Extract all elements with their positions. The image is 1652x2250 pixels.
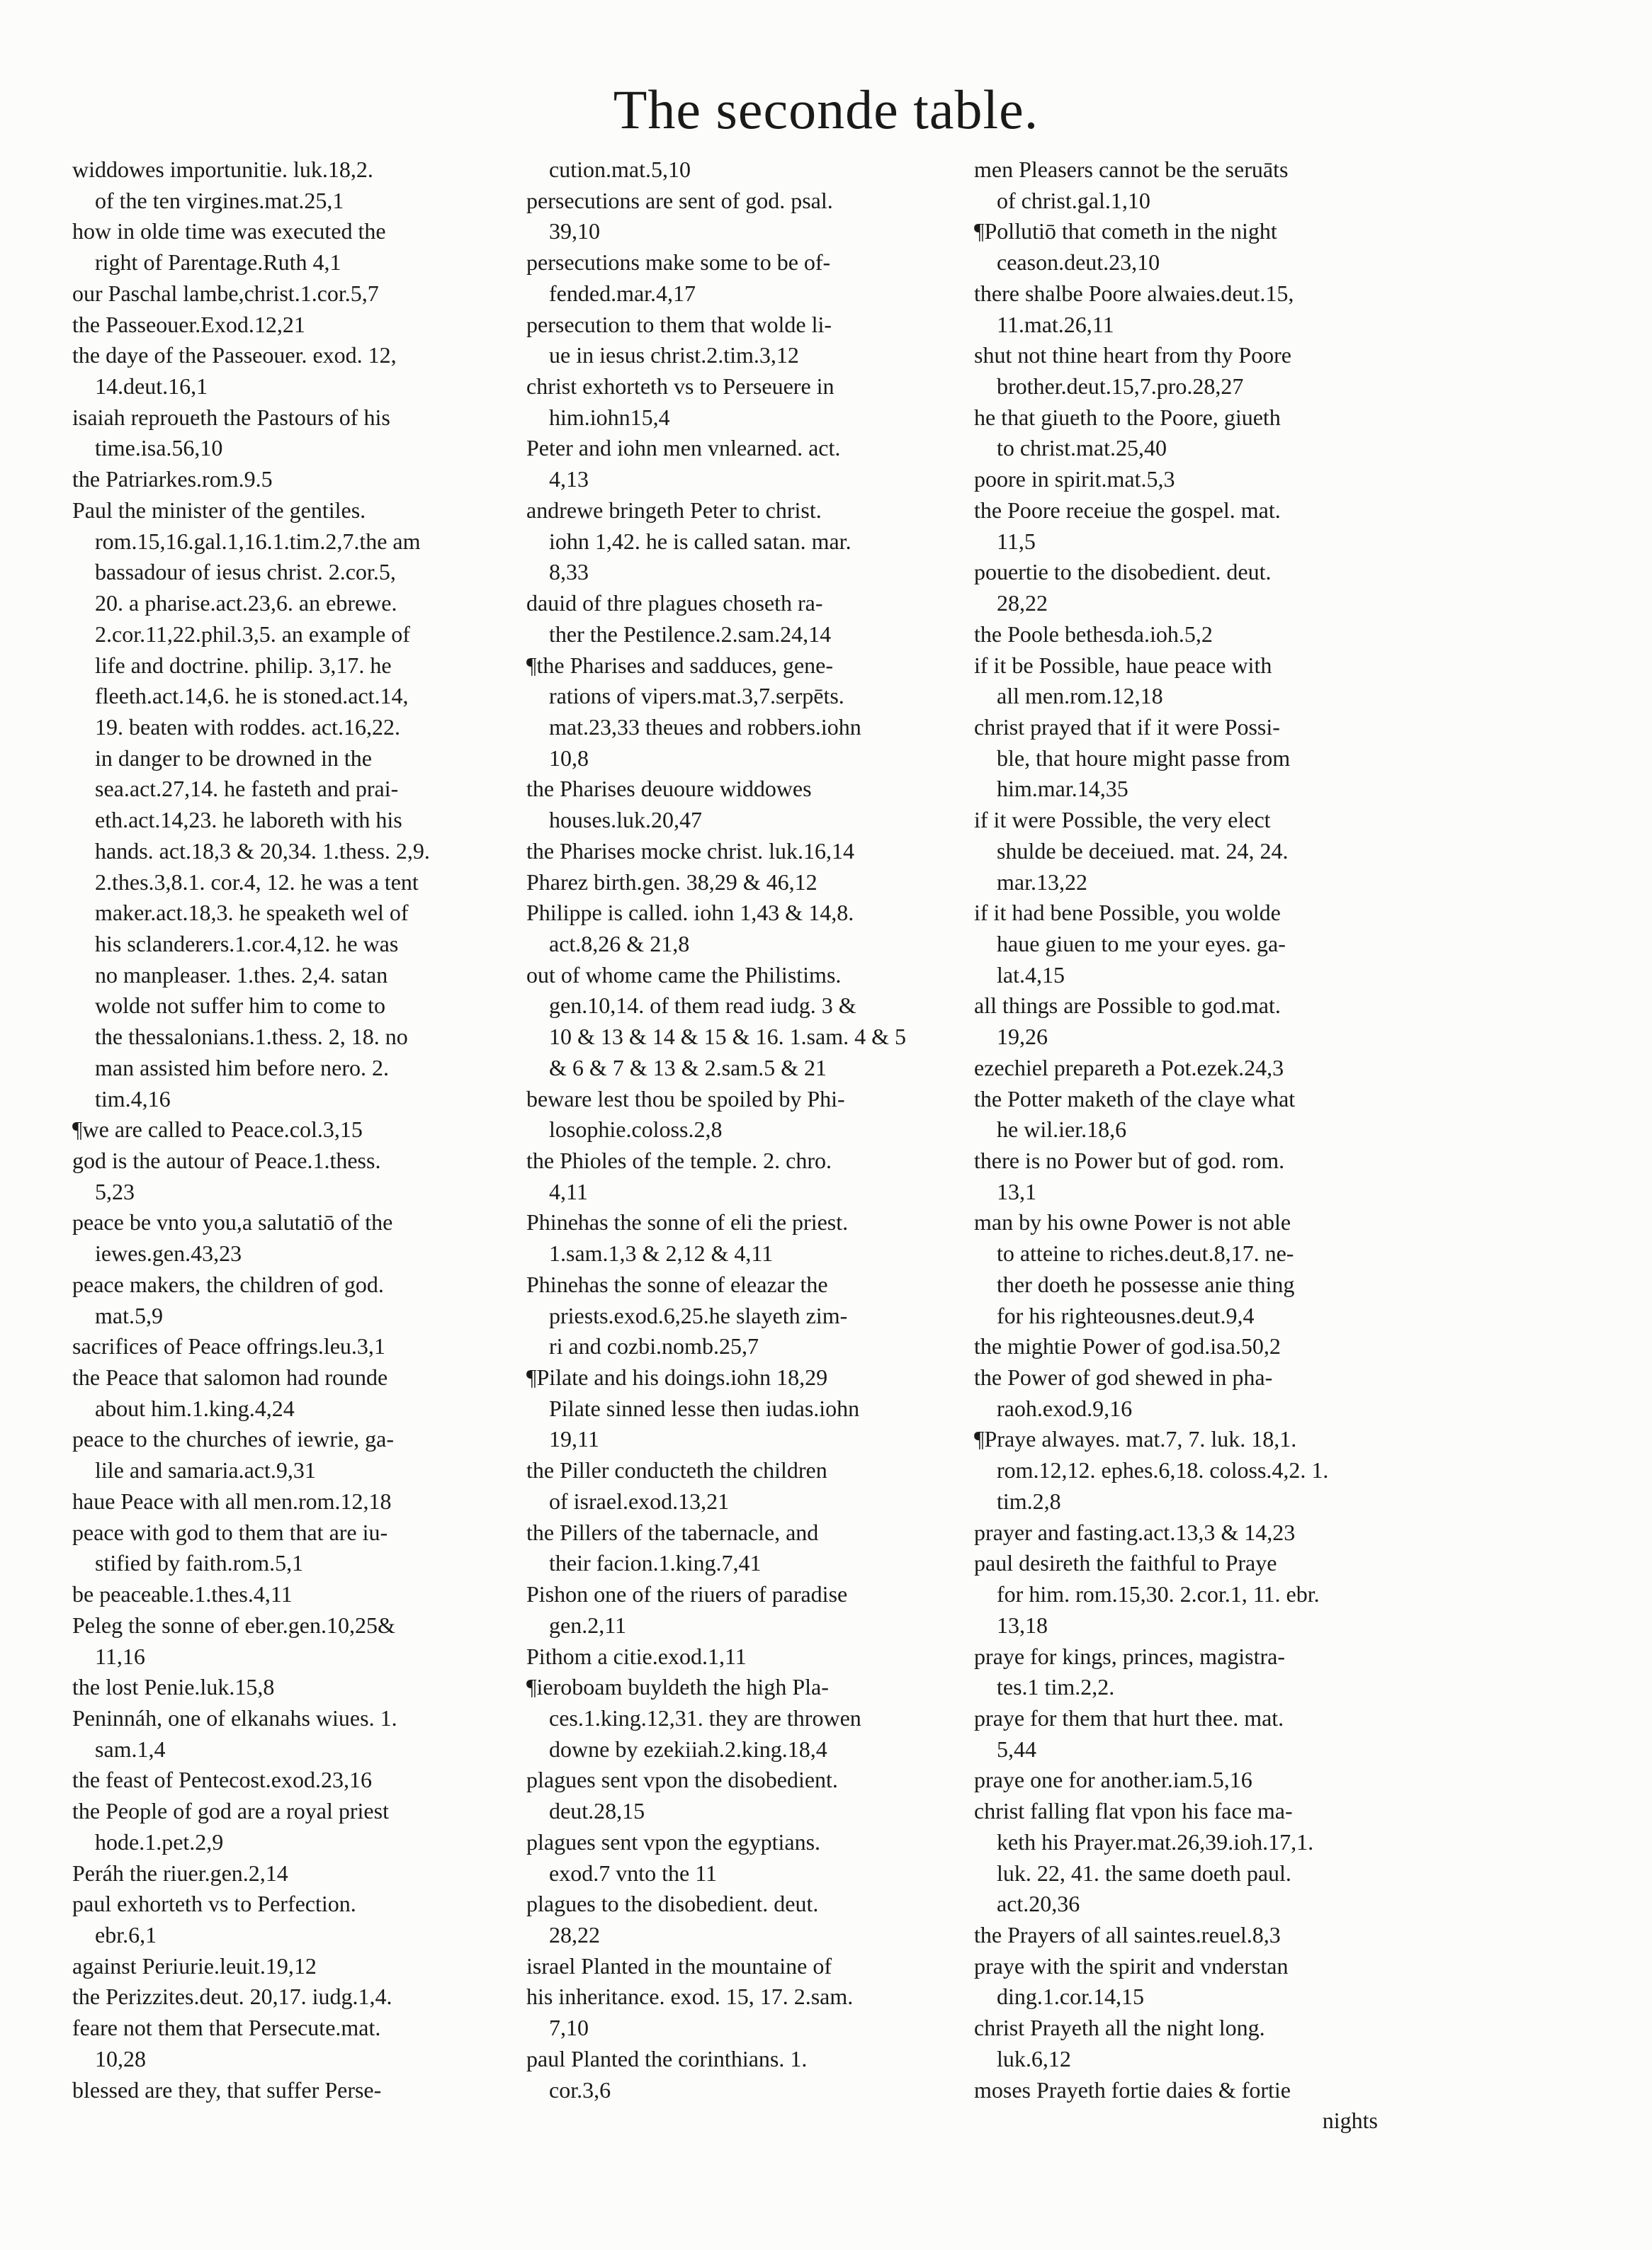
index-entry-line: prayer and fasting.act.13,3 & 14,23 — [974, 1519, 1296, 1545]
index-entry-line: houses.luk.20,47 — [549, 807, 702, 833]
index-entry-line: wolde not suffer him to come to — [95, 993, 385, 1019]
index-entry-line: haue giuen to me your eyes. ga- — [997, 930, 1286, 956]
index-entry-line: keth his Prayer.mat.26,39.ioh.17,1. — [997, 1828, 1314, 1855]
index-entry-line: fleeth.act.14,6. he is stoned.act.14, — [95, 683, 409, 709]
index-entry-line: praye for them that hurt thee. mat. — [974, 1705, 1284, 1731]
index-column-1 — [72, 154, 519, 2105]
index-entry-line: all things are Possible to god.mat. — [974, 993, 1281, 1019]
index-entry-line: stified by faith.rom.5,1 — [95, 1550, 304, 1576]
index-entry-line: brother.deut.15,7.pro.28,27 — [997, 373, 1244, 400]
index-entry-line: their facion.1.king.7,41 — [549, 1550, 762, 1576]
index-entry-line: to atteine to riches.deut.8,17. ne- — [997, 1240, 1294, 1267]
index-entry-line: widdowes importunitie. luk.18,2. — [72, 157, 373, 182]
index-entry-line: the thessalonians.1.thess. 2, 18. no — [95, 1024, 408, 1050]
index-entry-line: Phinehas the sonne of eli the priest. — [526, 1209, 849, 1236]
index-entry-line: men Pleasers cannot be the seruāts — [974, 157, 1289, 182]
index-entry-line: right of Parentage.Ruth 4,1 — [95, 249, 341, 276]
index-entry-line: ri and cozbi.nomb.25,7 — [549, 1333, 759, 1359]
index-entry-line: iewes.gen.43,23 — [95, 1240, 242, 1267]
index-entry-line: of christ.gal.1,10 — [997, 187, 1150, 213]
index-entry-line: Pilate sinned lesse then iudas.iohn — [549, 1395, 860, 1421]
index-entry-line: dauid of thre plagues choseth ra- — [526, 590, 823, 616]
index-entry-line: 11.mat.26,11 — [997, 311, 1114, 337]
index-entry-line: if it had bene Possible, you wolde — [974, 900, 1281, 926]
index-entry-line: life and doctrine. philip. 3,17. he — [95, 652, 392, 678]
index-entry-line: the Poore receiue the gospel. mat. — [974, 497, 1281, 523]
index-entry-line: plagues to the disobedient. deut. — [526, 1891, 819, 1917]
index-entry-line: the Perizzites.deut. 20,17. iudg.1,4. — [72, 1984, 392, 2010]
index-entry-line: Peninnáh, one of elkanahs wiues. 1. — [72, 1705, 397, 1731]
index-entry-line: if it were Possible, the very elect — [974, 807, 1271, 833]
index-entry-line: Paul the minister of the gentiles. — [72, 497, 366, 523]
index-entry-line: ces.1.king.12,31. they are throwen — [549, 1705, 861, 1731]
index-entry-line: the Piller conducteth the children — [526, 1457, 827, 1483]
index-entry-line: persecutions make some to be of- — [526, 249, 831, 276]
index-entry-line: the Pillers of the tabernacle, and — [526, 1519, 819, 1545]
index-entry-line: there is no Power but of god. rom. — [974, 1148, 1285, 1173]
index-entry-line: cor.3,6 — [549, 2076, 611, 2103]
index-entry-line: against Periurie.leuit.19,12 — [72, 1952, 317, 1979]
index-entry-line: mar.13,22 — [997, 869, 1087, 895]
index-entry-line: 10 & 13 & 14 & 15 & 16. 1.sam. 4 & 5 — [549, 1024, 906, 1050]
index-entry-line: eth.act.14,23. he laboreth with his — [95, 807, 402, 833]
index-entry-line: rations of vipers.mat.3,7.serpēts. — [549, 683, 844, 709]
index-entry-line: man assisted him before nero. 2. — [95, 1054, 389, 1080]
index-entry-line: ¶the Pharises and sadduces, gene- — [526, 652, 834, 678]
index-entry-line: the mightie Power of god.isa.50,2 — [974, 1333, 1281, 1359]
index-entry-line: ¶Praye alwayes. mat.7, 7. luk. 18,1. — [974, 1426, 1297, 1452]
index-entry-line: praye with the spirit and vnderstan — [974, 1952, 1289, 1979]
index-entry-line: sea.act.27,14. he fasteth and prai- — [95, 776, 399, 802]
index-entry-line: his sclanderers.1.cor.4,12. he was — [95, 930, 399, 956]
index-entry-line: of the ten virgines.mat.25,1 — [95, 187, 344, 213]
index-entry-line: luk.6,12 — [997, 2045, 1071, 2071]
index-entry-line: 2.thes.3,8.1. cor.4, 12. he was a tent — [95, 869, 419, 895]
index-entry-line: the Prayers of all saintes.reuel.8,3 — [974, 1921, 1281, 1947]
index-entry-line: ceason.deut.23,10 — [997, 249, 1160, 276]
index-entry-line: 13,18 — [997, 1612, 1048, 1638]
index-entry-line: Pithom a citie.exod.1,11 — [526, 1643, 747, 1669]
index-column-3 — [974, 154, 1413, 2137]
index-entry-line: the Power of god shewed in pha- — [974, 1364, 1273, 1391]
index-entry-line: Peráh the riuer.gen.2,14 — [72, 1860, 288, 1886]
index-entry-line: 28,22 — [997, 590, 1048, 616]
index-entry-line: the People of god are a royal priest — [72, 1798, 389, 1824]
index-entry-line: nights — [1322, 2108, 1378, 2134]
index-entry-line: 13,1 — [997, 1178, 1036, 1204]
index-entry-line: him.iohn15,4 — [549, 404, 670, 430]
index-entry-line: & 6 & 7 & 13 & 2.sam.5 & 21 — [549, 1054, 827, 1080]
index-entry-line: ¶ieroboam buyldeth the high Pla- — [526, 1674, 829, 1700]
index-entry-line: peace be vnto you,a salutatiō of the — [72, 1209, 393, 1236]
index-entry-line: 11,16 — [95, 1643, 145, 1669]
index-entry-line: act.20,36 — [997, 1891, 1080, 1917]
index-entry-line: haue Peace with all men.rom.12,18 — [72, 1488, 392, 1514]
index-entry-line: lile and samaria.act.9,31 — [95, 1457, 316, 1483]
index-entry-line: 5,23 — [95, 1178, 135, 1204]
index-entry-line: time.isa.56,10 — [95, 435, 223, 461]
index-entry-line: his inheritance. exod. 15, 17. 2.sam. — [526, 1984, 854, 2010]
index-entry-line: man by his owne Power is not able — [974, 1209, 1291, 1236]
index-entry-line: bassadour of iesus christ. 2.cor.5, — [95, 559, 396, 585]
index-entry-line: our Paschal lambe,christ.1.cor.5,7 — [72, 280, 379, 306]
index-entry-line: the Potter maketh of the claye what — [974, 1085, 1296, 1112]
index-entry-line: maker.act.18,3. he speaketh wel of — [95, 900, 409, 926]
index-entry-line: deut.28,15 — [549, 1798, 645, 1824]
index-entry-line: gen.2,11 — [549, 1612, 627, 1638]
index-entry-line: downe by ezekiiah.2.king.18,4 — [549, 1736, 827, 1762]
index-column-2 — [526, 154, 967, 2105]
index-entry-line: Pharez birth.gen. 38,29 & 46,12 — [526, 869, 817, 895]
index-entry-line: to christ.mat.25,40 — [997, 435, 1167, 461]
index-entry-line: for him. rom.15,30. 2.cor.1, 11. ebr. — [997, 1581, 1320, 1607]
index-entry-line: the Phioles of the temple. 2. chro. — [526, 1148, 832, 1173]
index-entry-line: the Passeouer.Exod.12,21 — [72, 311, 305, 337]
index-entry-line: fended.mar.4,17 — [549, 280, 696, 306]
index-entry-line: isaiah reproueth the Pastours of his — [72, 404, 390, 430]
index-entry-line: israel Planted in the mountaine of — [526, 1952, 832, 1979]
index-entry-line: christ falling flat vpon his face ma- — [974, 1798, 1293, 1824]
index-entry-line: 10,8 — [549, 745, 589, 771]
index-entry-line: 1.sam.1,3 & 2,12 & 4,11 — [549, 1240, 774, 1267]
index-entry-line: Pishon one of the riuers of paradise — [526, 1581, 848, 1607]
index-entry-line: all men.rom.12,18 — [997, 683, 1163, 709]
index-entry-line: him.mar.14,35 — [997, 776, 1128, 802]
index-entry-line: the Pharises deuoure widdowes — [526, 776, 812, 802]
index-entry-line: for his righteousnes.deut.9,4 — [997, 1302, 1255, 1328]
index-entry-line: the Poole bethesda.ioh.5,2 — [974, 621, 1213, 647]
index-entry-line: he that giueth to the Poore, giueth — [974, 404, 1281, 430]
index-entry-line: 19,11 — [549, 1426, 599, 1452]
index-entry-line: how in olde time was executed the — [72, 218, 386, 244]
index-entry-line: praye one for another.iam.5,16 — [974, 1767, 1252, 1793]
index-entry-line: mat.23,33 theues and robbers.iohn — [549, 713, 861, 740]
index-entry-line: christ prayed that if it were Possi- — [974, 713, 1280, 740]
index-entry-line: ble, that houre might passe from — [997, 745, 1291, 771]
index-entry-line: tim.4,16 — [95, 1085, 171, 1112]
index-entry-line: shulde be deceiued. mat. 24, 24. — [997, 837, 1289, 864]
index-entry-line: paul desireth the faithful to Praye — [974, 1550, 1277, 1576]
index-entry-line: feare not them that Persecute.mat. — [72, 2015, 381, 2041]
index-entry-line: if it be Possible, haue peace with — [974, 652, 1272, 678]
index-entry-line: beware lest thou be spoiled by Phi- — [526, 1085, 845, 1112]
index-entry-line: the daye of the Passeouer. exod. 12, — [72, 342, 397, 368]
index-entry-line: luk. 22, 41. the same doeth paul. — [997, 1860, 1291, 1886]
index-entry-line: 11,5 — [997, 528, 1036, 554]
page-title: The seconde table. — [613, 79, 1039, 140]
index-entry-line: ¶Pilate and his doings.iohn 18,29 — [526, 1364, 828, 1391]
index-entry-line: paul exhorteth vs to Perfection. — [72, 1891, 356, 1917]
index-entry-line: losophie.coloss.2,8 — [549, 1116, 723, 1143]
index-entry-line: sacrifices of Peace offrings.leu.3,1 — [72, 1333, 385, 1359]
index-entry-line: the feast of Pentecost.exod.23,16 — [72, 1767, 372, 1793]
index-entry-line: lat.4,15 — [997, 961, 1065, 988]
index-entry-line: paul Planted the corinthians. 1. — [526, 2045, 808, 2071]
index-entry-line: hode.1.pet.2,9 — [95, 1828, 224, 1855]
index-entry-line: plagues sent vpon the egyptians. — [526, 1828, 821, 1855]
index-entry-line: tim.2,8 — [997, 1488, 1061, 1514]
index-entry-line: the Patriarkes.rom.9.5 — [72, 466, 273, 492]
index-entry-line: raoh.exod.9,16 — [997, 1395, 1133, 1421]
index-entry-line: Philippe is called. iohn 1,43 & 14,8. — [526, 900, 854, 926]
index-entry-line: the Peace that salomon had rounde — [72, 1364, 388, 1391]
index-entry-line: 19. beaten with roddes. act.16,22. — [95, 713, 400, 740]
index-entry-line: priests.exod.6,25.he slayeth zim- — [549, 1302, 848, 1328]
index-entry-line: hands. act.18,3 & 20,34. 1.thess. 2,9. — [95, 837, 430, 864]
index-entry-line: 4,13 — [549, 466, 589, 492]
index-entry-line: 14.deut.16,1 — [95, 373, 208, 400]
index-entry-line: sam.1,4 — [95, 1736, 166, 1762]
index-entry-line: there shalbe Poore alwaies.deut.15, — [974, 280, 1294, 306]
index-entry-line: 20. a pharise.act.23,6. an ebrewe. — [95, 590, 397, 616]
index-entry-line: cution.mat.5,10 — [549, 157, 691, 182]
index-entry-line: rom.15,16.gal.1,16.1.tim.2,7.the am — [95, 528, 421, 554]
index-entry-line: in danger to be drowned in the — [95, 745, 372, 771]
index-entry-line: christ Prayeth all the night long. — [974, 2015, 1265, 2041]
index-entry-line: peace with god to them that are iu- — [72, 1519, 388, 1545]
index-entry-line: exod.7 vnto the 11 — [549, 1860, 717, 1886]
index-entry-line: Phinehas the sonne of eleazar the — [526, 1271, 828, 1297]
index-entry-line: ¶we are called to Peace.col.3,15 — [72, 1116, 363, 1143]
index-entry-line: ue in iesus christ.2.tim.3,12 — [549, 342, 799, 368]
index-entry-line: no manpleaser. 1.thes. 2,4. satan — [95, 961, 388, 988]
index-entry-line: ther the Pestilence.2.sam.24,14 — [549, 621, 832, 647]
index-entry-line: 4,11 — [549, 1178, 588, 1204]
index-entry-line: Peleg the sonne of eber.gen.10,25& — [72, 1612, 395, 1638]
index-entry-line: 8,33 — [549, 559, 589, 585]
index-entry-line: persecutions are sent of god. psal. — [526, 187, 833, 213]
index-entry-line: be peaceable.1.thes.4,11 — [72, 1581, 293, 1607]
index-entry-line: 5,44 — [997, 1736, 1036, 1762]
index-entry-line: andrewe bringeth Peter to christ. — [526, 497, 822, 523]
index-entry-line: iohn 1,42. he is called satan. mar. — [549, 528, 852, 554]
index-entry-line: shut not thine heart from thy Poore — [974, 342, 1291, 368]
index-entry-line: christ exhorteth vs to Perseuere in — [526, 373, 835, 400]
index-entry-line: Peter and iohn men vnlearned. act. — [526, 435, 841, 461]
index-entry-line: moses Prayeth fortie daies & fortie — [974, 2076, 1291, 2103]
index-entry-line: persecution to them that wolde li- — [526, 311, 832, 337]
index-entry-line: out of whome came the Philistims. — [526, 961, 842, 988]
index-entry-line: ezechiel prepareth a Pot.ezek.24,3 — [974, 1054, 1284, 1080]
index-entry-line: about him.1.king.4,24 — [95, 1395, 295, 1421]
index-entry-line: gen.10,14. of them read iudg. 3 & — [549, 993, 856, 1019]
index-entry-line: praye for kings, princes, magistra- — [974, 1643, 1285, 1669]
index-entry-line: blessed are they, that suffer Perse- — [72, 2076, 382, 2103]
index-entry-line: he wil.ier.18,6 — [997, 1116, 1127, 1143]
index-entry-line: ding.1.cor.14,15 — [997, 1984, 1144, 2010]
index-entry-line: ¶Pollutiō that cometh in the night — [974, 218, 1277, 244]
index-entry-line: peace makers, the children of god. — [72, 1271, 384, 1297]
index-entry-line: 39,10 — [549, 218, 600, 244]
index-entry-line: 2.cor.11,22.phil.3,5. an example of — [95, 621, 410, 647]
index-entry-line: god is the autour of Peace.1.thess. — [72, 1148, 381, 1173]
index-entry-line: ebr.6,1 — [95, 1921, 157, 1947]
index-entry-line: 10,28 — [95, 2045, 146, 2071]
index-entry-line: rom.12,12. ephes.6,18. coloss.4,2. 1. — [997, 1457, 1329, 1483]
index-entry-line: 28,22 — [549, 1921, 600, 1947]
index-entry-line: mat.5,9 — [95, 1302, 163, 1328]
index-entry-line: 7,10 — [549, 2015, 589, 2041]
index-entry-line: peace to the churches of iewrie, ga- — [72, 1426, 394, 1452]
index-entry-line: poore in spirit.mat.5,3 — [974, 466, 1175, 492]
index-entry-line: pouertie to the disobedient. deut. — [974, 559, 1272, 585]
index-entry-line: of israel.exod.13,21 — [549, 1488, 730, 1514]
index-entry-line: tes.1 tim.2,2. — [997, 1674, 1115, 1700]
index-entry-line: act.8,26 & 21,8 — [549, 930, 690, 956]
index-entry-line: plagues sent vpon the disobedient. — [526, 1767, 838, 1793]
index-entry-line: the Pharises mocke christ. luk.16,14 — [526, 837, 855, 864]
index-entry-line: the lost Penie.luk.15,8 — [72, 1674, 275, 1700]
index-entry-line: ther doeth he possesse anie thing — [997, 1271, 1295, 1297]
index-entry-line: 19,26 — [997, 1024, 1048, 1050]
